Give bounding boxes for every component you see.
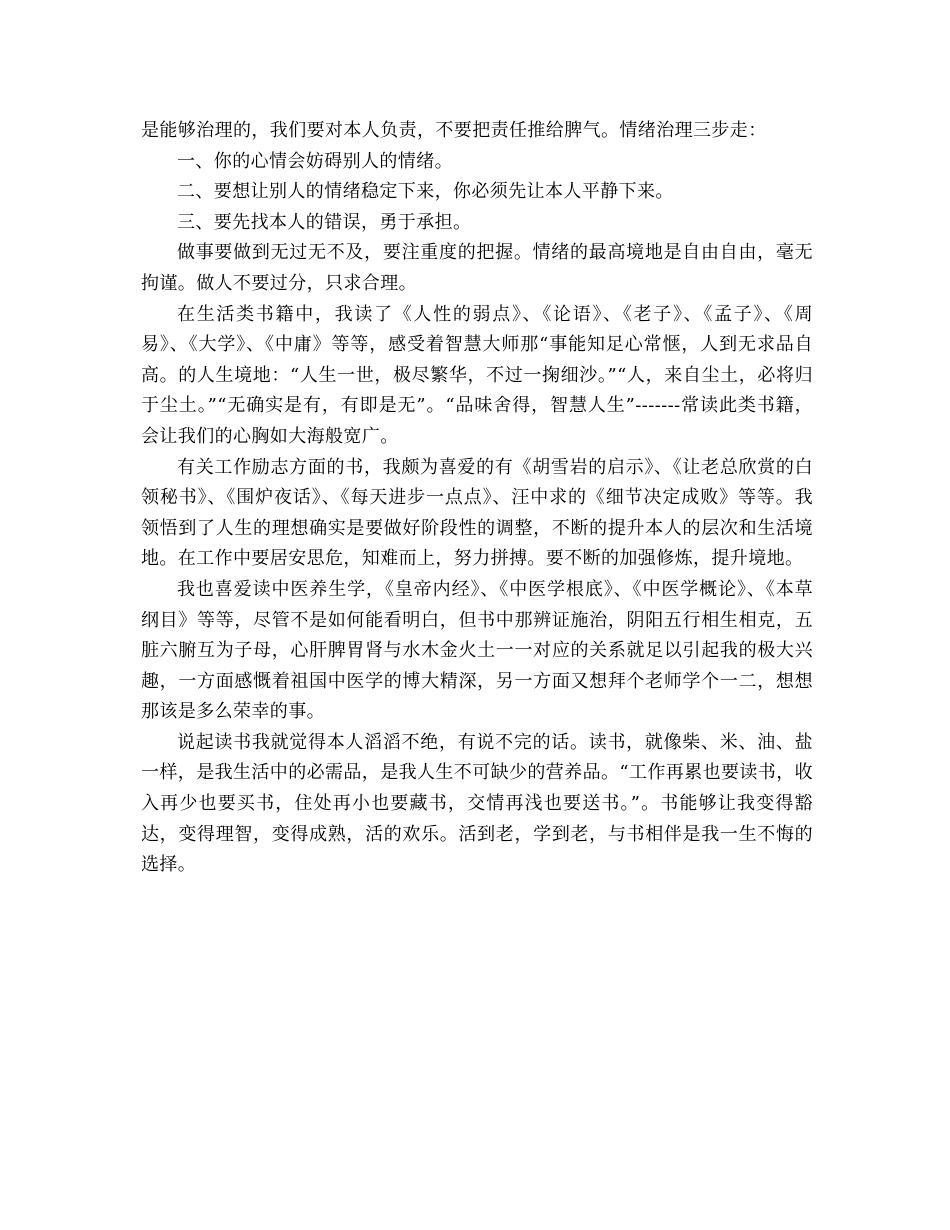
paragraph-work-books: 有关工作励志方面的书，我颇为喜爱的有《胡雪岩的启示》、《让老总欣赏的白领秘书》、《围炉夜话》、《每天进步一点点》、汪中求的《细节决定成败》等等。我领悟到了人生的理想确实是要做好阶段性的调整，不断的提升本人的层次和生活境地。在工作中要居安思危，知难而上，努力拼搏。要不断的加强修炼，提升境地。 bbox=[141, 456, 813, 570]
paragraph-step-two: 二、要想让别人的情绪稳定下来，你必须先让本人平静下来。 bbox=[177, 181, 674, 203]
paragraph-moderation: 做事要做到无过无不及，要注重度的把握。情绪的最高境地是自由自由，毫无拘谨。做人不要过分，只求合理。 bbox=[141, 242, 813, 294]
paragraph-reading-conclusion: 说起读书我就觉得本人滔滔不绝，有说不完的话。读书，就像柴、米、油、盐一样，是我生活中的必需品，是我人生不可缺少的营养品。“工作再累也要读书，收入再少也要买书，住处再小也要藏书，交情再浅也要送书。”。书能够让我变得豁达，变得理智，变得成熟，活的欢乐。活到老，学到老，与书相伴是我一生不悔的选择。 bbox=[141, 731, 813, 876]
document-body bbox=[141, 116, 813, 881]
paragraph-step-three: 三、要先找本人的错误，勇于承担。 bbox=[177, 211, 472, 233]
paragraph-step-one: 一、你的心情会妨碍别人的情绪。 bbox=[177, 150, 453, 172]
paragraph-medicine-books: 我也喜爱读中医养生学，《皇帝内经》、《中医学根底》、《中医学概论》、《本草纲目》等等，尽管不是如何能看明白，但书中那辨证施治，阴阳五行相生相克，五脏六腑互为子母，心肝脾胃肾与水木金火土一一对应的关系就足以引起我的极大兴趣，一方面感慨着祖国中医学的博大精深，另一方面又想拜个老师学个一二，想想那该是多么荣幸的事。 bbox=[141, 578, 813, 723]
paragraph-life-books: 在生活类书籍中，我读了《人性的弱点》、《论语》、《老子》、《孟子》、《周易》、《大学》、《中庸》等等，感受着智慧大师那“事能知足心常惬，人到无求品自高。的人生境地：“人生一世，极尽繁华，不过一掬细沙。”“人，来自尘土，必将归于尘土。”“无确实是有，有即是无”。“品味舍得，智慧人生”-------常读此类书籍，会让我们的心胸如大海般宽广。 bbox=[141, 303, 813, 447]
paragraph-continuation: 是能够治理的，我们要对本人负责，不要把责任推给脾气。情绪治理三步走： bbox=[141, 120, 767, 141]
